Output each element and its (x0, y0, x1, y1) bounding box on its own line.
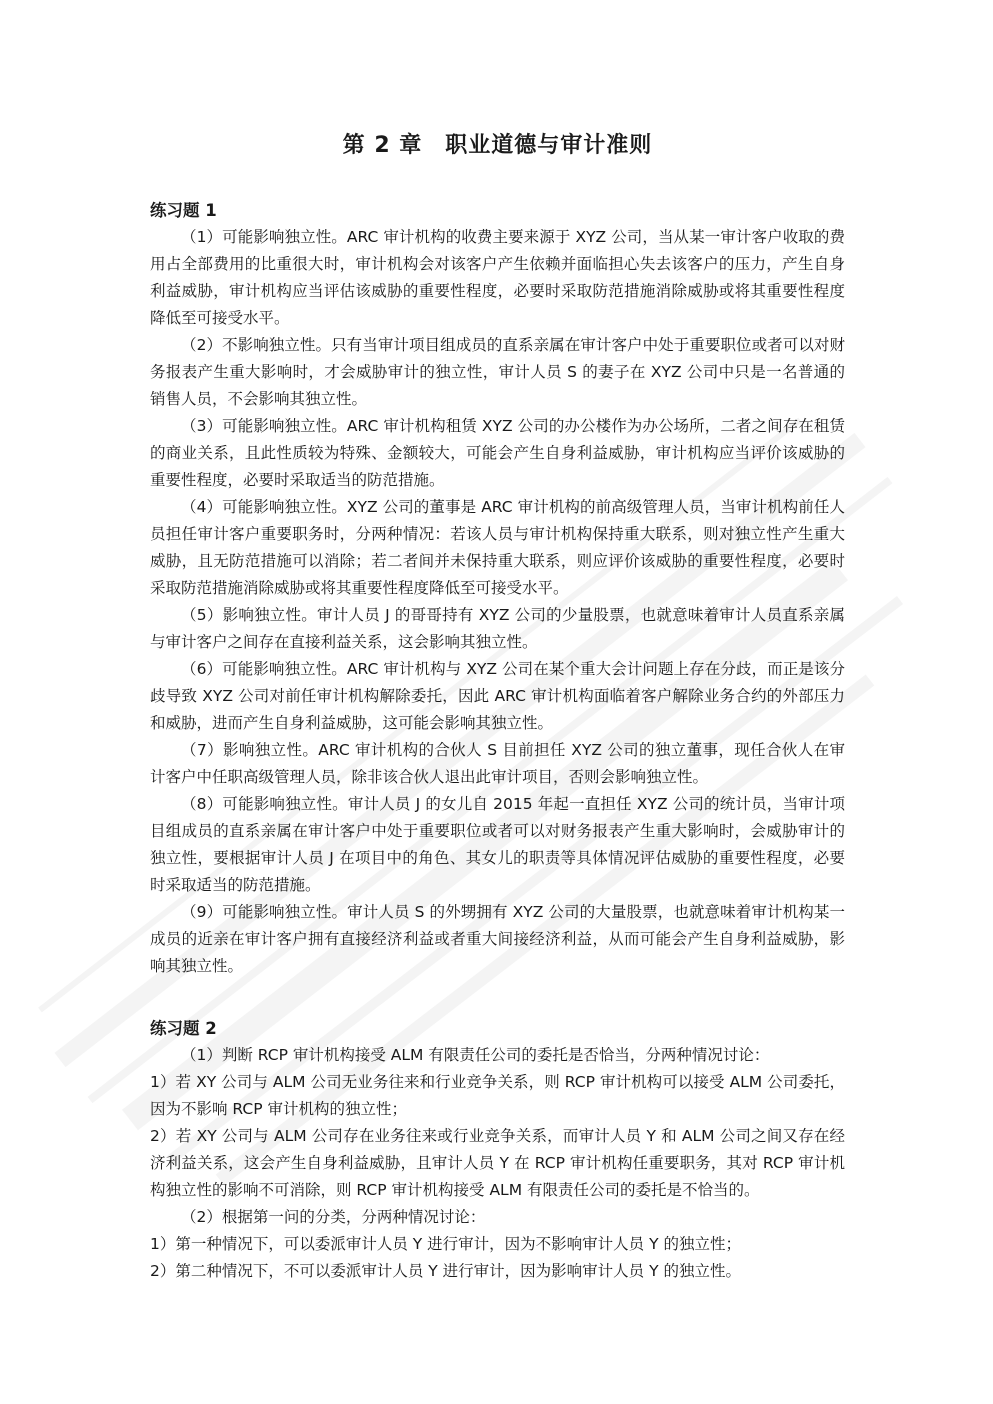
section-title: 练习题 2 (150, 1019, 217, 1038)
paragraph: （1）判断 RCP 审计机构接受 ALM 有限责任公司的委托是否恰当，分两种情况讨论： (181, 1046, 770, 1064)
document-page (150, 128, 845, 1285)
paragraph: （4）可能影响独立性。XYZ 公司的董事是 ARC 审计机构的前高级管理人员，当审计机构前任人员担任审计客户重要职务时，分两种情况：若该人员与审计机构保持重大联系，则对独立性产生重大威胁，且无防范措施可以消除；若二者间并未保持重大联系，则应评价该威胁的重要性程度，必要时采取防范措施消除威胁或将其重要性程度降低至可接受水平。 (150, 498, 845, 597)
paragraph: 1）第一种情况下，可以委派审计人员 Y 进行审计，因为不影响审计人员 Y 的独立性； (150, 1235, 742, 1253)
exercise-section-2 (150, 1016, 845, 1285)
paragraph: （2）根据第一问的分类，分两种情况讨论： (181, 1208, 486, 1226)
section-gap (150, 980, 845, 1016)
paragraph: 1）若 XY 公司与 ALM 公司无业务往来和行业竞争关系，则 RCP 审计机构可以接受 ALM 公司委托，因为不影响 RCP 审计机构的独立性； (150, 1073, 845, 1118)
section-title: 练习题 1 (150, 201, 217, 220)
paragraph: （6）可能影响独立性。ARC 审计机构与 XYZ 公司在某个重大会计问题上存在分歧，而正是该分歧导致 XYZ 公司对前任审计机构解除委托，因此 ARC 审计机构面临着客户解除业务合约的外部压力和威胁，进而产生自身利益威胁，这可能会影响其独立性。 (150, 660, 845, 732)
exercise-section-1 (150, 198, 845, 980)
paragraph: 2）若 XY 公司与 ALM 公司存在业务往来或行业竞争关系，而审计人员 Y 和 ALM 公司之间又存在经济利益关系，这会产生自身利益威胁，且审计人员 Y 在 RCP 审计机构任重要职务，其对 RCP 审计机构独立性的影响不可消除，则 RCP 审计机构接受 ALM 有限责任公司的委托是不恰当的。 (150, 1127, 845, 1199)
paragraph: （1）可能影响独立性。ARC 审计机构的收费主要来源于 XYZ 公司，当从某一审计客户收取的费用占全部费用的比重很大时，审计机构会对该客户产生依赖并面临担心失去该客户的压力，产生自身利益威胁，审计机构应当评估该威胁的重要性程度，必要时采取防范措施消除威胁或将其重要性程度降低至可接受水平。 (150, 228, 845, 327)
paragraph: （3）可能影响独立性。ARC 审计机构租赁 XYZ 公司的办公楼作为办公场所，二者之间存在租赁的商业关系，且此性质较为特殊、金额较大，可能会产生自身利益威胁，审计机构应当评价该威胁的重要性程度，必要时采取适当的防范措施。 (150, 417, 845, 489)
paragraph: （8）可能影响独立性。审计人员 J 的女儿自 2015 年起一直担任 XYZ 公司的统计员，当审计项目组成员的直系亲属在审计客户中处于重要职位或者可以对财务报表产生重大影响时，会威胁审计的独立性，要根据审计人员 J 在项目中的角色、其女儿的职责等具体情况评估威胁的重要性程度，必要时采取适当的防范措施。 (150, 795, 845, 894)
paragraph: 2）第二种情况下，不可以委派审计人员 Y 进行审计，因为影响审计人员 Y 的独立性。 (150, 1262, 742, 1280)
paragraph: （5）影响独立性。审计人员 J 的哥哥持有 XYZ 公司的少量股票，也就意味着审计人员直系亲属与审计客户之间存在直接利益关系，这会影响其独立性。 (150, 606, 845, 651)
paragraph: （7）影响独立性。ARC 审计机构的合伙人 S 目前担任 XYZ 公司的独立董事，现任合伙人在审计客户中任职高级管理人员，除非该合伙人退出此审计项目，否则会影响独立性。 (150, 741, 845, 786)
paragraph: （9）可能影响独立性。审计人员 S 的外甥拥有 XYZ 公司的大量股票，也就意味着审计机构某一成员的近亲在审计客户拥有直接经济利益或者重大间接经济利益，从而可能会产生自身利益威胁，影响其独立性。 (150, 903, 845, 975)
chapter-title: 第 2 章 职业道德与审计准则 (342, 133, 653, 158)
paragraph: （2）不影响独立性。只有当审计项目组成员的直系亲属在审计客户中处于重要职位或者可以对财务报表产生重大影响时，才会威胁审计的独立性，审计人员 S 的妻子在 XYZ 公司中只是一名普通的销售人员，不会影响其独立性。 (150, 336, 845, 408)
